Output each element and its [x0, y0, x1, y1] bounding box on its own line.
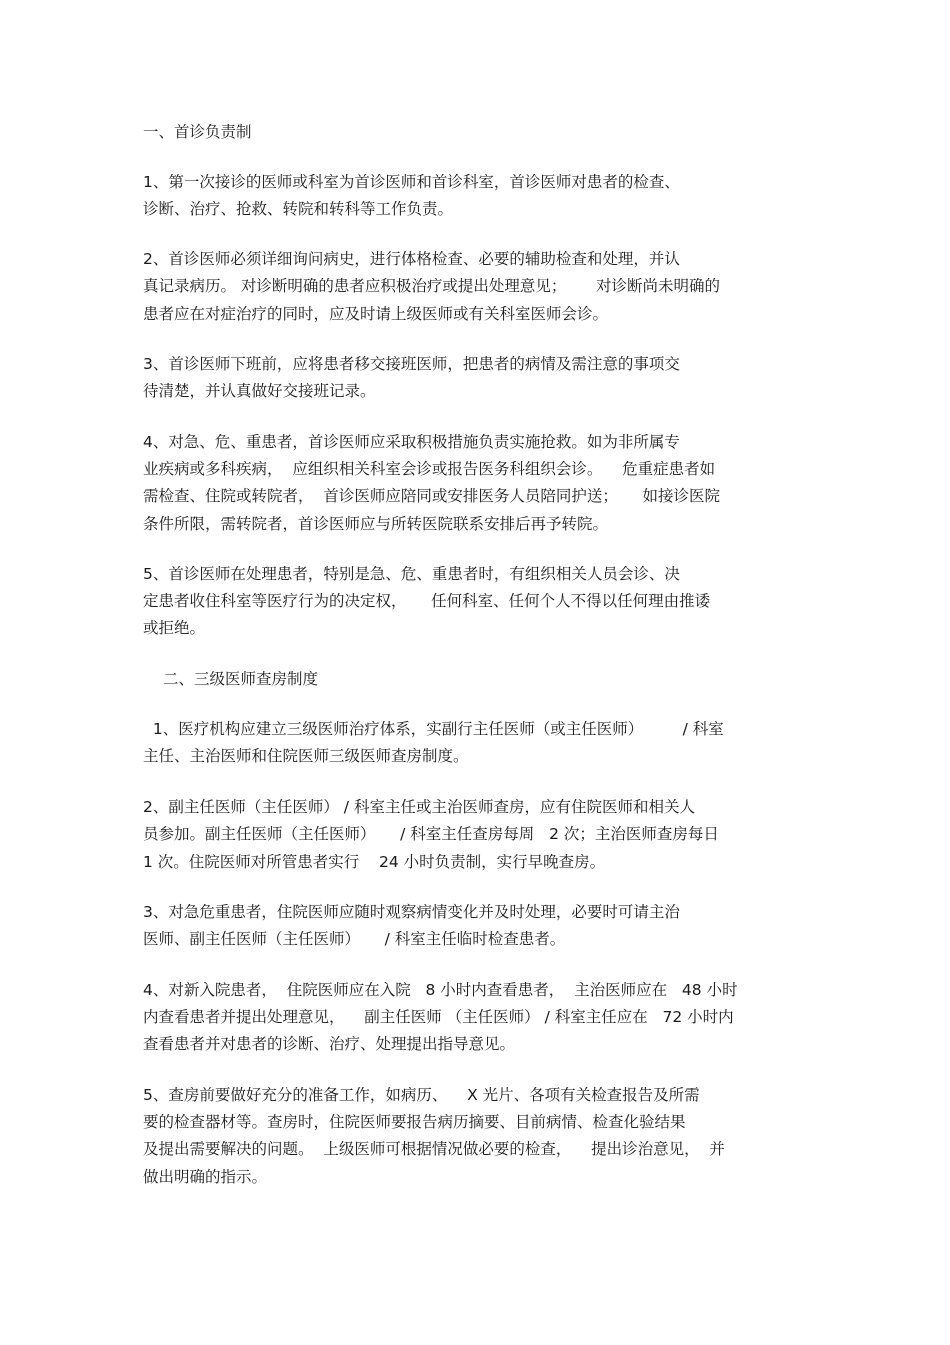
text-line: 4、对新入院患者， 住院医师应在入院 8 小时内查看患者， 主治医师应在 48 小时 [143, 981, 738, 999]
text-line: 内查看患者并提出处理意见， 副主任医师 （主任医师） / 科室主任应在 72 小时内 [143, 1008, 734, 1026]
text-line: 做出明确的指示。 [143, 1168, 268, 1186]
text-line: 1、医疗机构应建立三级医师治疗体系，实副行主任医师（或主任医师） / 科室 [143, 720, 724, 738]
text-line: 3、对急危重患者，住院医师应随时观察病情变化并及时处理，必要时可请主治 [143, 903, 680, 921]
text-line: 业疾病或多科疾病， 应组织相关科室会诊或报告医务科组织会诊。 危重症患者如 [143, 460, 716, 478]
text-line: 诊断、治疗、抢救、转院和转科等工作负责。 [143, 200, 454, 218]
text-line: 及提出需要解决的问题。 上级医师可根据情况做必要的检查， 提出诊治意见， 并 [143, 1140, 725, 1158]
text-line: 2、副主任医师（主任医师） / 科室主任或主治医师查房，应有住院医师和相关人 [143, 798, 695, 816]
text-line: 3、首诊医师下班前，应将患者移交接班医师，把患者的病情及需注意的事项交 [143, 355, 680, 373]
text-line: 1、第一次接诊的医师或科室为首诊医师和首诊科室，首诊医师对患者的检查、 [143, 173, 680, 191]
text-line: 4、对急、危、重患者，首诊医师应采取积极措施负责实施抢救。如为非所属专 [143, 433, 680, 451]
section-heading: 一、首诊负责制 [143, 123, 252, 141]
text-line: 5、查房前要做好充分的准备工作，如病历、 X 光片、各项有关检查报告及所需 [143, 1086, 700, 1104]
text-line: 5、首诊医师在处理患者，特别是急、危、重患者时，有组织相关人员会诊、决 [143, 565, 680, 583]
text-line: 待清楚，并认真做好交接班记录。 [143, 382, 376, 400]
text-line: 医师、副主任医师（主任医师） / 科室主任临时检查患者。 [143, 930, 566, 948]
text-line: 真记录病历。 对诊断明确的患者应积极治疗或提出处理意见； 对诊断尚未明确的 [143, 277, 720, 295]
text-line: 1 次。住院医师对所管患者实行 24 小时负责制，实行早晚查房。 [143, 853, 606, 871]
text-line: 或拒绝。 [143, 619, 206, 637]
section-heading: 二、三级医师查房制度 [163, 670, 319, 688]
text-line: 条件所限，需转院者，首诊医师应与所转医院联系安排后再予转院。 [143, 515, 609, 533]
text-line: 查看患者并对患者的诊断、治疗、处理提出指导意见。 [143, 1035, 516, 1053]
text-line: 员参加。副主任医师（主任医师） / 科室主任查房每周 2 次；主治医师查房每日 [143, 825, 719, 843]
text-line: 定患者收住科室等医疗行为的决定权， 任何科室、任何个人不得以任何理由推诿 [143, 592, 711, 610]
text-line: 2、首诊医师必须详细询问病史，进行体格检查、必要的辅助检查和处理，并认 [143, 250, 680, 268]
text-line: 患者应在对症治疗的同时，应及时请上级医师或有关科室医师会诊。 [143, 305, 609, 323]
text-line: 要的检查器材等。查房时，住院医师要报告病历摘要、目前病情、检查化验结果 [143, 1113, 686, 1131]
text-line: 主任、主治医师和住院医师三级医师查房制度。 [143, 747, 469, 765]
text-line: 需检查、住院或转院者， 首诊医师应陪同或安排医务人员陪同护送； 如接诊医院 [143, 487, 720, 505]
